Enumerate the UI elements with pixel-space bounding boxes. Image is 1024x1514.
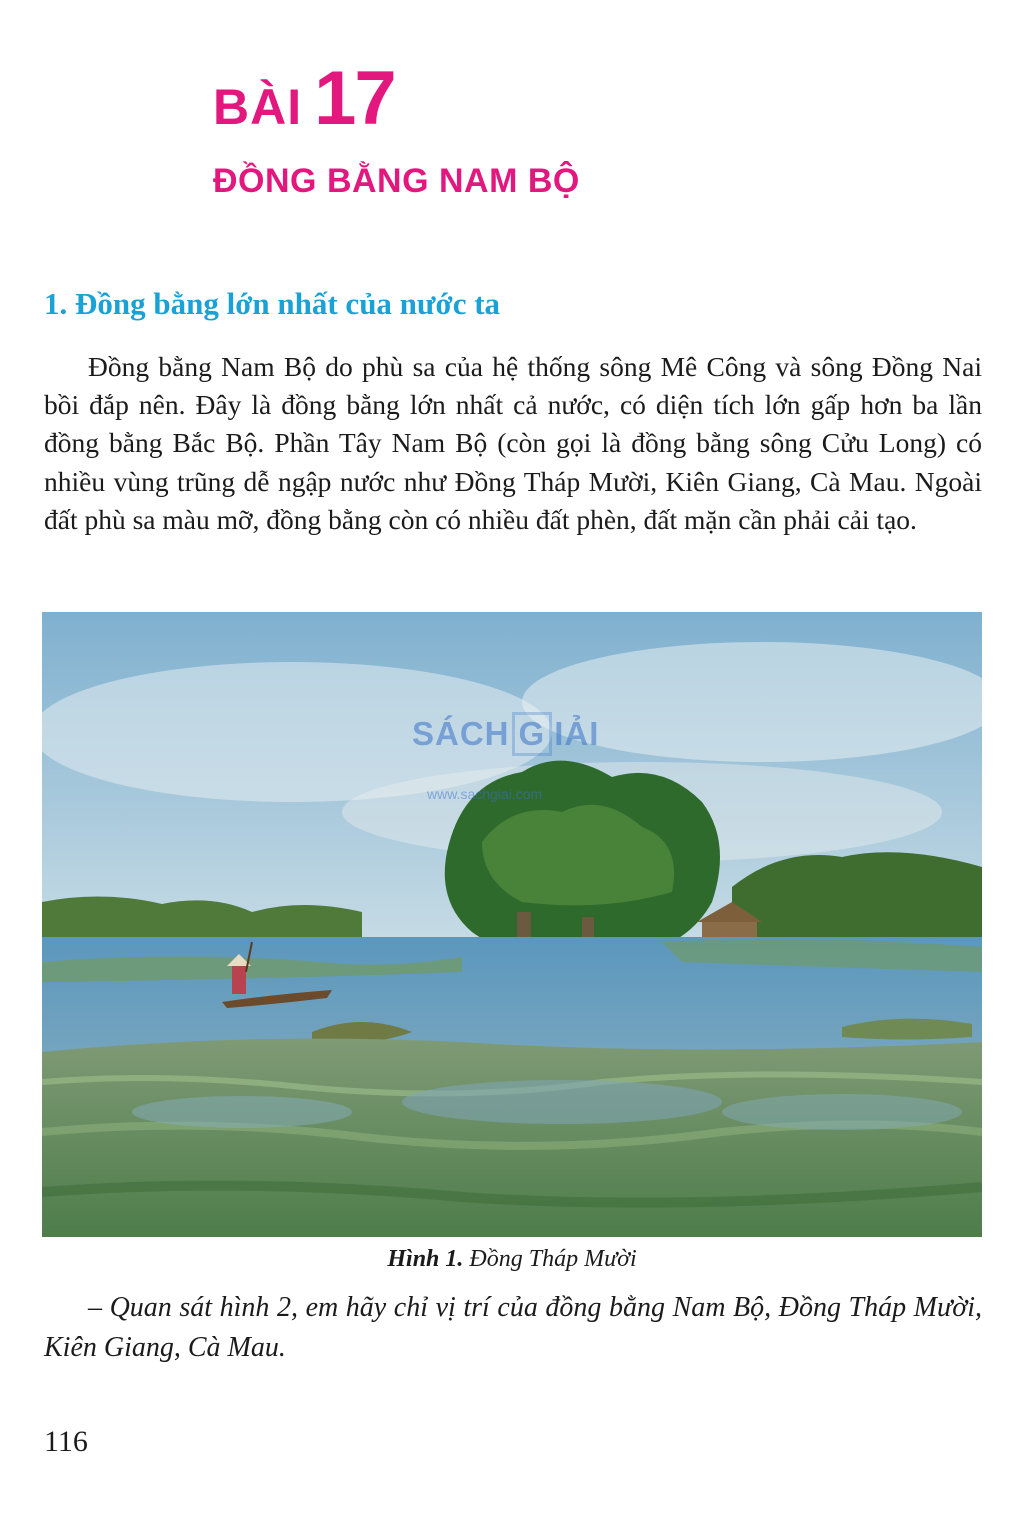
figure-caption-text: Đồng Tháp Mười <box>469 1246 637 1272</box>
watermark-text-right: IẢI <box>554 715 600 752</box>
lesson-number-header <box>213 55 395 142</box>
figure-label: Hình 1. <box>387 1246 464 1272</box>
figure-caption <box>0 1246 1024 1273</box>
dong-thap-muoi-photo <box>42 612 982 1237</box>
page-number: 116 <box>44 1425 88 1458</box>
watermark-logo-box: G <box>512 712 553 756</box>
lesson-title: ĐỒNG BẰNG NAM BỘ <box>213 162 580 200</box>
watermark-url: www.sachgiai.com <box>427 786 543 802</box>
question-text: – Quan sát hình 2, em hãy chỉ vị trí của đồng bằng Nam Bộ, Đồng Tháp Mười, Kiên Giang, Cà Mau. <box>44 1292 982 1363</box>
lesson-number: 17 <box>314 56 395 141</box>
section-heading: 1. Đồng bằng lớn nhất của nước ta <box>44 286 501 321</box>
watermark <box>412 712 600 802</box>
section-body-paragraph: Đồng bằng Nam Bộ do phù sa của hệ thống sông Mê Công và sông Đồng Nai bồi đắp nên. Đây là đồng bằng lớn nhất cả nước, có diện tích lớn gấp hơn ba lần đồng bằng Bắc Bộ. Phần Tây Nam Bộ (còn gọi là đồng bằng sông Cửu Long) có nhiều vùng trũng dễ ngập nước như Đồng Tháp Mười, Kiên Giang, Cà Mau. Ngoài đất phù sa màu mỡ, đồng bằng còn có nhiều đất phèn, đất mặn cần phải cải tạo. <box>44 351 982 535</box>
watermark-text-left: SÁCH <box>412 715 510 752</box>
landscape-illustration <box>42 612 982 1237</box>
lesson-word: BÀI <box>213 79 303 135</box>
